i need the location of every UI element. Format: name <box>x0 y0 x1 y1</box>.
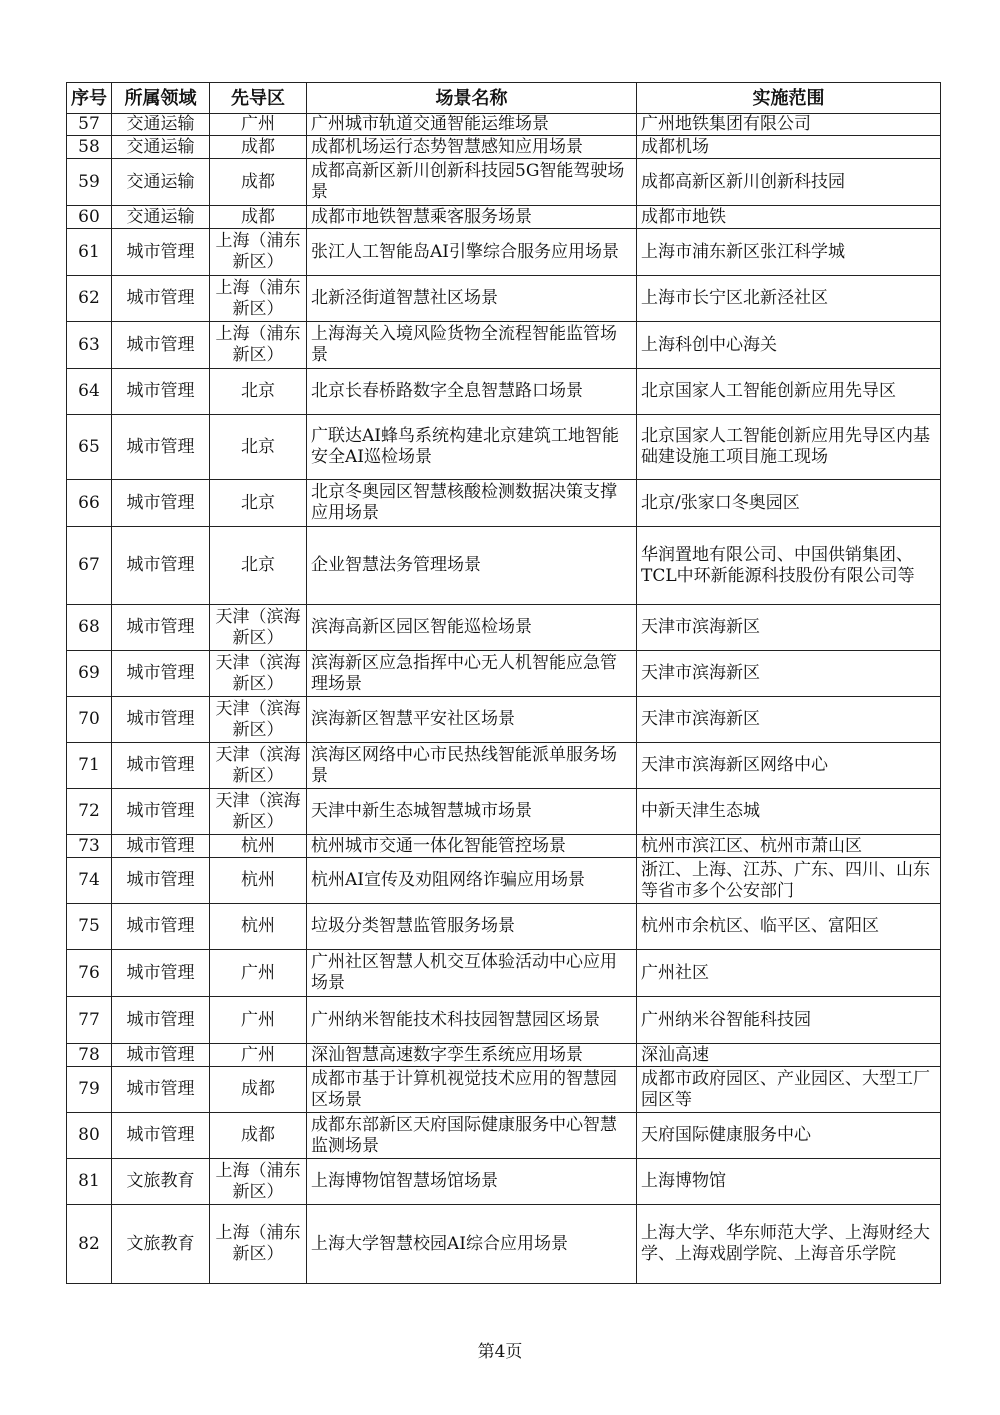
cell-domain: 交通运输 <box>112 206 210 229</box>
table-row <box>67 159 941 206</box>
table-row <box>67 480 941 527</box>
cell-region: 成都 <box>210 206 307 229</box>
cell-region: 天津（滨海新区） <box>210 743 307 789</box>
page-number: 第4页 <box>477 1342 523 1362</box>
cell-region: 北京 <box>210 527 307 605</box>
table-row <box>67 1159 941 1205</box>
cell-no: 66 <box>67 480 112 527</box>
cell-domain: 城市管理 <box>112 369 210 415</box>
cell-scope: 上海大学、华东师范大学、上海财经大学、上海戏剧学院、上海音乐学院 <box>637 1205 941 1284</box>
cell-scope: 成都市政府园区、产业园区、大型工厂园区等 <box>637 1067 941 1113</box>
cell-region: 成都 <box>210 159 307 206</box>
table-header-row <box>67 83 941 114</box>
cell-scene: 上海博物馆智慧场馆场景 <box>307 1159 637 1205</box>
cell-domain: 城市管理 <box>112 950 210 997</box>
cell-scene: 滨海高新区园区智能巡检场景 <box>307 605 637 651</box>
cell-region: 杭州 <box>210 904 307 950</box>
header-no: 序号 <box>67 83 112 114</box>
cell-no: 69 <box>67 651 112 697</box>
cell-region: 杭州 <box>210 858 307 904</box>
cell-scene: 成都市地铁智慧乘客服务场景 <box>307 206 637 229</box>
cell-region: 天津（滨海新区） <box>210 651 307 697</box>
cell-domain: 城市管理 <box>112 480 210 527</box>
cell-no: 82 <box>67 1205 112 1284</box>
table-row <box>67 858 941 904</box>
scene-table <box>66 82 941 1284</box>
cell-region: 杭州 <box>210 835 307 858</box>
table-row <box>67 789 941 835</box>
cell-scene: 上海海关入境风险货物全流程智能监管场景 <box>307 322 637 369</box>
cell-domain: 文旅教育 <box>112 1205 210 1284</box>
cell-scene: 成都高新区新川创新科技园5G智能驾驶场景 <box>307 159 637 206</box>
cell-scene: 广州纳米智能技术科技园智慧园区场景 <box>307 997 637 1044</box>
cell-domain: 城市管理 <box>112 415 210 480</box>
cell-region: 北京 <box>210 480 307 527</box>
cell-region: 广州 <box>210 950 307 997</box>
cell-domain: 交通运输 <box>112 114 210 136</box>
cell-region: 上海（浦东新区） <box>210 276 307 322</box>
cell-region: 上海（浦东新区） <box>210 229 307 276</box>
cell-scope: 广州纳米谷智能科技园 <box>637 997 941 1044</box>
cell-no: 72 <box>67 789 112 835</box>
cell-scene: 广州城市轨道交通智能运维场景 <box>307 114 637 136</box>
table-row <box>67 950 941 997</box>
cell-region: 上海（浦东新区） <box>210 322 307 369</box>
table-row <box>67 136 941 159</box>
table-row <box>67 1067 941 1113</box>
cell-no: 73 <box>67 835 112 858</box>
cell-scope: 北京/张家口冬奥园区 <box>637 480 941 527</box>
cell-scope: 成都高新区新川创新科技园 <box>637 159 941 206</box>
cell-region: 上海（浦东新区） <box>210 1205 307 1284</box>
cell-scope: 广州地铁集团有限公司 <box>637 114 941 136</box>
cell-scene: 杭州城市交通一体化智能管控场景 <box>307 835 637 858</box>
cell-no: 65 <box>67 415 112 480</box>
cell-no: 78 <box>67 1044 112 1067</box>
cell-no: 61 <box>67 229 112 276</box>
cell-scope: 浙江、上海、江苏、广东、四川、山东等省市多个公安部门 <box>637 858 941 904</box>
table-row <box>67 1205 941 1284</box>
cell-no: 70 <box>67 697 112 743</box>
cell-no: 77 <box>67 997 112 1044</box>
cell-scene: 成都东部新区天府国际健康服务中心智慧监测场景 <box>307 1113 637 1159</box>
cell-no: 68 <box>67 605 112 651</box>
cell-no: 76 <box>67 950 112 997</box>
cell-domain: 城市管理 <box>112 527 210 605</box>
cell-scene: 成都机场运行态势智慧感知应用场景 <box>307 136 637 159</box>
cell-domain: 城市管理 <box>112 1044 210 1067</box>
cell-scope: 杭州市滨江区、杭州市萧山区 <box>637 835 941 858</box>
cell-scope: 上海科创中心海关 <box>637 322 941 369</box>
cell-scene: 滨海新区智慧平安社区场景 <box>307 697 637 743</box>
cell-scene: 上海大学智慧校园AI综合应用场景 <box>307 1205 637 1284</box>
table-row <box>67 276 941 322</box>
cell-scene: 北京长春桥路数字全息智慧路口场景 <box>307 369 637 415</box>
cell-region: 成都 <box>210 136 307 159</box>
cell-scope: 华润置地有限公司、中国供销集团、TCL中环新能源科技股份有限公司等 <box>637 527 941 605</box>
cell-no: 80 <box>67 1113 112 1159</box>
cell-scope: 成都机场 <box>637 136 941 159</box>
cell-region: 北京 <box>210 369 307 415</box>
cell-region: 北京 <box>210 415 307 480</box>
cell-scene: 天津中新生态城智慧城市场景 <box>307 789 637 835</box>
cell-no: 59 <box>67 159 112 206</box>
cell-scope: 北京国家人工智能创新应用先导区内基础建设施工项目施工现场 <box>637 415 941 480</box>
cell-scope: 成都市地铁 <box>637 206 941 229</box>
cell-scope: 中新天津生态城 <box>637 789 941 835</box>
table-row <box>67 322 941 369</box>
cell-domain: 城市管理 <box>112 651 210 697</box>
table-row <box>67 743 941 789</box>
cell-scope: 天津市滨海新区 <box>637 651 941 697</box>
cell-region: 上海（浦东新区） <box>210 1159 307 1205</box>
table-row <box>67 415 941 480</box>
cell-no: 75 <box>67 904 112 950</box>
cell-scope: 杭州市余杭区、临平区、富阳区 <box>637 904 941 950</box>
cell-scene: 成都市基于计算机视觉技术应用的智慧园区场景 <box>307 1067 637 1113</box>
cell-no: 57 <box>67 114 112 136</box>
cell-no: 63 <box>67 322 112 369</box>
cell-region: 天津（滨海新区） <box>210 789 307 835</box>
table-body <box>67 114 941 1284</box>
header-domain: 所属领域 <box>112 83 210 114</box>
table-row <box>67 369 941 415</box>
table-row <box>67 835 941 858</box>
table-row <box>67 527 941 605</box>
cell-region: 天津（滨海新区） <box>210 697 307 743</box>
cell-scope: 深汕高速 <box>637 1044 941 1067</box>
cell-no: 74 <box>67 858 112 904</box>
cell-domain: 城市管理 <box>112 997 210 1044</box>
cell-scene: 北新泾街道智慧社区场景 <box>307 276 637 322</box>
cell-scope: 天津市滨海新区 <box>637 697 941 743</box>
cell-domain: 文旅教育 <box>112 1159 210 1205</box>
cell-domain: 城市管理 <box>112 697 210 743</box>
cell-no: 79 <box>67 1067 112 1113</box>
cell-scene: 企业智慧法务管理场景 <box>307 527 637 605</box>
cell-no: 64 <box>67 369 112 415</box>
cell-domain: 城市管理 <box>112 229 210 276</box>
cell-scope: 天津市滨海新区 <box>637 605 941 651</box>
header-region: 先导区 <box>210 83 307 114</box>
cell-scene: 深汕智慧高速数字孪生系统应用场景 <box>307 1044 637 1067</box>
cell-scene: 滨海区网络中心市民热线智能派单服务场景 <box>307 743 637 789</box>
cell-no: 81 <box>67 1159 112 1205</box>
header-scope: 实施范围 <box>637 83 941 114</box>
table-row <box>67 1044 941 1067</box>
cell-domain: 交通运输 <box>112 159 210 206</box>
table-row <box>67 1113 941 1159</box>
cell-scope: 上海博物馆 <box>637 1159 941 1205</box>
cell-region: 广州 <box>210 1044 307 1067</box>
table-row <box>67 229 941 276</box>
cell-no: 67 <box>67 527 112 605</box>
cell-domain: 城市管理 <box>112 743 210 789</box>
cell-scope: 天津市滨海新区网络中心 <box>637 743 941 789</box>
cell-scene: 杭州AI宣传及劝阻网络诈骗应用场景 <box>307 858 637 904</box>
cell-scope: 上海市长宁区北新泾社区 <box>637 276 941 322</box>
cell-scope: 天府国际健康服务中心 <box>637 1113 941 1159</box>
table-row <box>67 206 941 229</box>
cell-domain: 城市管理 <box>112 1113 210 1159</box>
cell-no: 58 <box>67 136 112 159</box>
table-row <box>67 997 941 1044</box>
table-row <box>67 651 941 697</box>
cell-scene: 张江人工智能岛AI引擎综合服务应用场景 <box>307 229 637 276</box>
cell-region: 广州 <box>210 997 307 1044</box>
cell-no: 71 <box>67 743 112 789</box>
cell-scope: 广州社区 <box>637 950 941 997</box>
cell-scene: 北京冬奥园区智慧核酸检测数据决策支撑应用场景 <box>307 480 637 527</box>
cell-scene: 广联达AI蜂鸟系统构建北京建筑工地智能安全AI巡检场景 <box>307 415 637 480</box>
cell-region: 广州 <box>210 114 307 136</box>
cell-domain: 城市管理 <box>112 605 210 651</box>
cell-region: 天津（滨海新区） <box>210 605 307 651</box>
header-scene: 场景名称 <box>307 83 637 114</box>
cell-scene: 广州社区智慧人机交互体验活动中心应用场景 <box>307 950 637 997</box>
cell-domain: 城市管理 <box>112 789 210 835</box>
cell-scene: 垃圾分类智慧监管服务场景 <box>307 904 637 950</box>
cell-region: 成都 <box>210 1113 307 1159</box>
table-row <box>67 605 941 651</box>
table-row <box>67 114 941 136</box>
cell-domain: 城市管理 <box>112 322 210 369</box>
document-page <box>66 82 940 1284</box>
table-row <box>67 697 941 743</box>
table-row <box>67 904 941 950</box>
cell-domain: 城市管理 <box>112 276 210 322</box>
cell-domain: 城市管理 <box>112 835 210 858</box>
cell-scope: 上海市浦东新区张江科学城 <box>637 229 941 276</box>
cell-scope: 北京国家人工智能创新应用先导区 <box>637 369 941 415</box>
cell-scene: 滨海新区应急指挥中心无人机智能应急管理场景 <box>307 651 637 697</box>
cell-domain: 城市管理 <box>112 1067 210 1113</box>
cell-domain: 交通运输 <box>112 136 210 159</box>
cell-domain: 城市管理 <box>112 858 210 904</box>
cell-no: 62 <box>67 276 112 322</box>
cell-domain: 城市管理 <box>112 904 210 950</box>
cell-region: 成都 <box>210 1067 307 1113</box>
cell-no: 60 <box>67 206 112 229</box>
